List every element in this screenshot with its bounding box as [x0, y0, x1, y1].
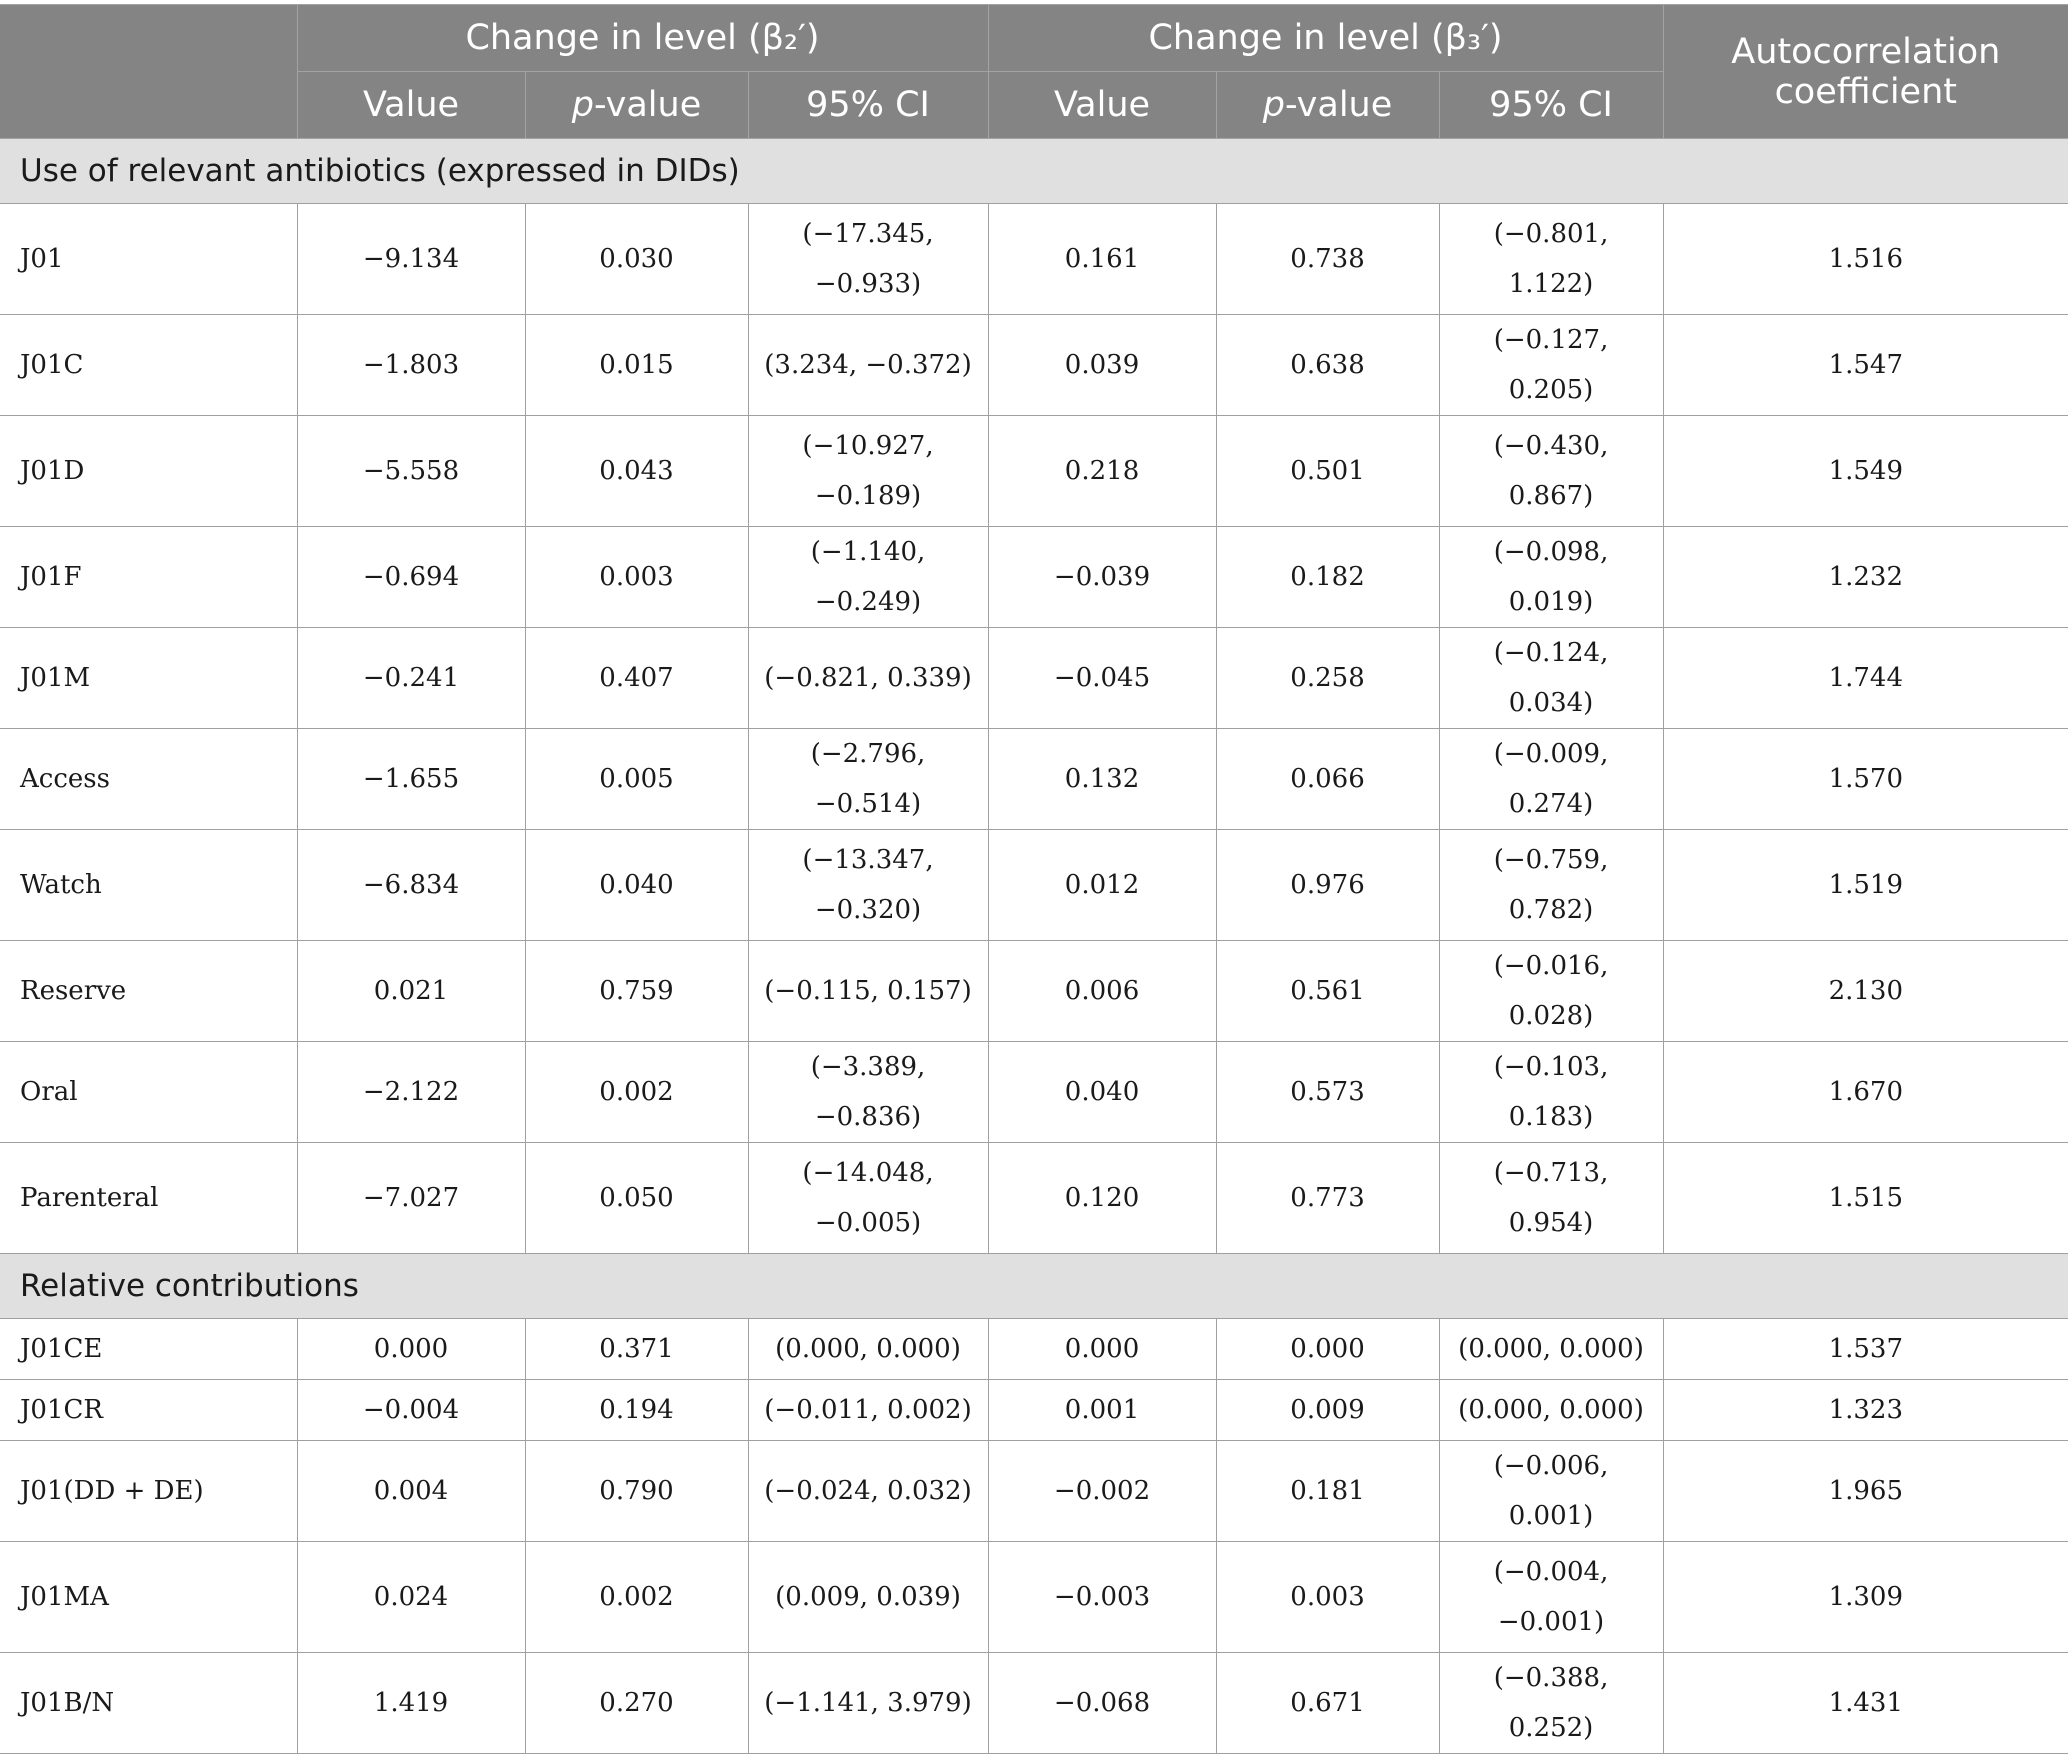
row-label: Parenteral [0, 1143, 297, 1254]
beta3-value-cell: 0.161 [988, 204, 1216, 315]
beta3-value-cell: 0.132 [988, 729, 1216, 830]
header-value-beta2: Value [297, 72, 525, 139]
beta2-pvalue-cell: 0.270 [525, 1653, 748, 1754]
beta3-ci-cell [1439, 729, 1663, 830]
ci-line: (0.000, 0.000) [1458, 1334, 1644, 1364]
table-row [0, 1542, 2068, 1653]
row-label: J01D [0, 416, 297, 527]
ci-line: (0.000, 0.000) [1458, 1395, 1644, 1425]
beta3-value-cell: 0.039 [988, 315, 1216, 416]
table-row [0, 1441, 2068, 1542]
beta2-ci-cell [748, 315, 988, 416]
ci-line: (0.009, 0.039) [775, 1582, 961, 1612]
ci-line: (−0.004, [1493, 1557, 1609, 1587]
row-label: J01MA [0, 1542, 297, 1653]
beta2-ci-cell [748, 1042, 988, 1143]
beta2-pvalue-cell: 0.003 [525, 527, 748, 628]
table-row [0, 1653, 2068, 1754]
beta3-pvalue-cell: 0.573 [1216, 1042, 1439, 1143]
ci-line: (−0.713, 0.954) [1493, 1158, 1609, 1238]
beta3-ci-cell [1439, 416, 1663, 527]
beta2-value-cell: −0.004 [297, 1380, 525, 1441]
beta3-pvalue-cell: 0.003 [1216, 1542, 1439, 1653]
autocorrelation-cell: 1.323 [1663, 1380, 2068, 1441]
beta3-ci-cell [1439, 527, 1663, 628]
table-row [0, 204, 2068, 315]
beta3-value-cell: 0.001 [988, 1380, 1216, 1441]
beta2-pvalue-cell: 0.005 [525, 729, 748, 830]
section-row [0, 1254, 2068, 1319]
beta3-ci-cell-text [1448, 1042, 1655, 1142]
results-table [0, 4, 2068, 1754]
ci-line: −0.933) [814, 269, 922, 299]
beta2-pvalue-cell: 0.371 [525, 1319, 748, 1380]
beta3-pvalue-cell: 0.638 [1216, 315, 1439, 416]
table-row [0, 941, 2068, 1042]
table-body [0, 139, 2068, 1754]
beta3-pvalue-cell: 0.009 [1216, 1380, 1439, 1441]
row-label: Access [0, 729, 297, 830]
beta2-ci-cell-text [757, 1042, 980, 1142]
ci-line: (−0.124, 0.034) [1493, 638, 1609, 718]
beta2-value-cell: 0.004 [297, 1441, 525, 1542]
beta2-ci-cell [748, 527, 988, 628]
ci-line: (−0.016, 0.028) [1493, 951, 1609, 1031]
beta3-value-cell: 0.012 [988, 830, 1216, 941]
row-label: Watch [0, 830, 297, 941]
header-ci-beta3: 95% CI [1439, 72, 1663, 139]
beta3-value-cell: −0.045 [988, 628, 1216, 729]
beta2-value-cell: 1.419 [297, 1653, 525, 1754]
beta3-value-cell: −0.068 [988, 1653, 1216, 1754]
header-pvalue-beta3 [1216, 72, 1439, 139]
autocorrelation-cell: 1.537 [1663, 1319, 2068, 1380]
header-autocorrelation: Autocorrelation coefficient [1663, 5, 2068, 139]
beta3-value-cell: 0.006 [988, 941, 1216, 1042]
row-label: J01B/N [0, 1653, 297, 1754]
ci-line: (−1.141, 3.979) [764, 1688, 972, 1718]
autocorrelation-cell: 2.130 [1663, 941, 2068, 1042]
beta2-pvalue-cell: 0.194 [525, 1380, 748, 1441]
beta2-ci-cell-text [764, 1678, 971, 1728]
beta3-ci-cell-text [1448, 628, 1655, 728]
autocorrelation-cell: 1.670 [1663, 1042, 2068, 1143]
beta3-ci-cell-text [1448, 835, 1655, 935]
table-row [0, 830, 2068, 941]
beta3-ci-cell [1439, 1319, 1663, 1380]
beta3-ci-cell-text [1458, 1324, 1644, 1374]
ci-line: (−0.388, 0.252) [1493, 1663, 1609, 1743]
table-row [0, 628, 2068, 729]
beta3-pvalue-cell: 0.501 [1216, 416, 1439, 527]
table-header [0, 5, 2068, 139]
beta2-value-cell: 0.024 [297, 1542, 525, 1653]
beta3-value-cell: −0.002 [988, 1441, 1216, 1542]
beta2-pvalue-cell: 0.040 [525, 830, 748, 941]
table-row [0, 729, 2068, 830]
beta2-ci-cell [748, 204, 988, 315]
ci-line: (−0.024, 0.032) [764, 1476, 972, 1506]
ci-line: (−0.801, 1.122) [1493, 219, 1609, 299]
section-title: Use of relevant antibiotics (expressed in DIDs) [0, 139, 2068, 204]
beta3-ci-cell-text [1448, 1148, 1655, 1248]
beta2-value-cell: −0.241 [297, 628, 525, 729]
autocorrelation-cell: 1.547 [1663, 315, 2068, 416]
beta2-value-cell: −7.027 [297, 1143, 525, 1254]
beta3-ci-cell [1439, 1653, 1663, 1754]
ci-line: (−0.759, 0.782) [1493, 845, 1609, 925]
beta2-ci-cell [748, 1653, 988, 1754]
row-label: J01(DD + DE) [0, 1441, 297, 1542]
beta3-ci-cell [1439, 204, 1663, 315]
beta3-ci-cell-text [1448, 729, 1655, 829]
beta2-value-cell: −1.803 [297, 315, 525, 416]
ci-line: (−17.345, [802, 219, 934, 249]
beta3-ci-cell-text [1448, 941, 1655, 1041]
row-label: J01M [0, 628, 297, 729]
beta3-ci-cell [1439, 1380, 1663, 1441]
beta2-ci-cell [748, 941, 988, 1042]
beta2-ci-cell-text [764, 1466, 971, 1516]
beta3-ci-cell-text [1448, 421, 1655, 521]
beta3-ci-cell-text [1448, 1441, 1655, 1541]
beta2-ci-cell-text [775, 1324, 961, 1374]
ci-line: (−14.048, [802, 1158, 934, 1188]
table-row [0, 527, 2068, 628]
autocorrelation-cell: 1.744 [1663, 628, 2068, 729]
ci-line: (−3.389, −0.836) [810, 1052, 926, 1132]
beta3-ci-cell-text [1448, 527, 1655, 627]
pvalue-suffix: -value [1284, 85, 1393, 125]
beta2-ci-cell [748, 830, 988, 941]
beta3-pvalue-cell: 0.738 [1216, 204, 1439, 315]
beta3-pvalue-cell: 0.000 [1216, 1319, 1439, 1380]
beta3-pvalue-cell: 0.066 [1216, 729, 1439, 830]
beta2-ci-cell-text [802, 209, 933, 309]
beta3-ci-cell-text [1448, 209, 1655, 309]
header-stub-cell [0, 5, 297, 139]
ci-line: −0.189) [814, 481, 922, 511]
beta3-pvalue-cell: 0.182 [1216, 527, 1439, 628]
beta2-ci-cell-text [764, 653, 971, 703]
beta3-value-cell: −0.003 [988, 1542, 1216, 1653]
pvalue-p: p [1262, 85, 1285, 125]
ci-line: (−0.115, 0.157) [764, 976, 972, 1006]
beta3-pvalue-cell: 0.671 [1216, 1653, 1439, 1754]
ci-line: (−0.127, 0.205) [1493, 325, 1609, 405]
ci-line: (−1.140, −0.249) [810, 537, 926, 617]
beta3-pvalue-cell: 0.773 [1216, 1143, 1439, 1254]
table-row [0, 315, 2068, 416]
table-row [0, 416, 2068, 527]
autocorrelation-cell: 1.232 [1663, 527, 2068, 628]
ci-line: (−0.006, 0.001) [1493, 1451, 1609, 1531]
ci-line: (−10.927, [802, 431, 934, 461]
pvalue-suffix: -value [593, 85, 702, 125]
beta2-pvalue-cell: 0.759 [525, 941, 748, 1042]
beta2-ci-cell-text [764, 340, 971, 390]
beta3-pvalue-cell: 0.561 [1216, 941, 1439, 1042]
autocorrelation-cell: 1.515 [1663, 1143, 2068, 1254]
beta2-pvalue-cell: 0.015 [525, 315, 748, 416]
autocorrelation-cell: 1.516 [1663, 204, 2068, 315]
beta2-ci-cell [748, 1441, 988, 1542]
beta3-ci-cell-text [1494, 1547, 1609, 1647]
results-table-container [0, 4, 2068, 1754]
beta2-ci-cell [748, 1319, 988, 1380]
ci-line: (−0.103, 0.183) [1493, 1052, 1609, 1132]
ci-line: −0.001) [1497, 1607, 1605, 1637]
ci-line: (−2.796, −0.514) [810, 739, 926, 819]
ci-line: (−13.347, [802, 845, 934, 875]
row-label: J01C [0, 315, 297, 416]
beta3-ci-cell-text [1458, 1385, 1644, 1435]
beta3-value-cell: −0.039 [988, 527, 1216, 628]
beta2-ci-cell-text [802, 1148, 933, 1248]
beta3-ci-cell-text [1448, 315, 1655, 415]
autocorrelation-cell: 1.431 [1663, 1653, 2068, 1754]
beta2-value-cell: −6.834 [297, 830, 525, 941]
header-ci-beta2: 95% CI [748, 72, 988, 139]
beta2-ci-cell [748, 1380, 988, 1441]
beta2-value-cell: −1.655 [297, 729, 525, 830]
beta2-ci-cell [748, 416, 988, 527]
section-row [0, 139, 2068, 204]
beta2-ci-cell-text [802, 421, 933, 521]
ci-line: (−0.009, 0.274) [1493, 739, 1609, 819]
beta3-ci-cell [1439, 1143, 1663, 1254]
beta3-ci-cell [1439, 315, 1663, 416]
beta2-ci-cell-text [764, 1385, 971, 1435]
beta3-pvalue-cell: 0.976 [1216, 830, 1439, 941]
ci-line: (−0.430, 0.867) [1493, 431, 1609, 511]
beta3-ci-cell [1439, 628, 1663, 729]
beta2-value-cell: −9.134 [297, 204, 525, 315]
beta3-ci-cell [1439, 941, 1663, 1042]
beta3-pvalue-cell: 0.181 [1216, 1441, 1439, 1542]
table-row [0, 1143, 2068, 1254]
header-group-beta2: Change in level (β₂′) [297, 5, 988, 72]
autocorrelation-cell: 1.965 [1663, 1441, 2068, 1542]
beta2-ci-cell-text [757, 729, 980, 829]
beta3-ci-cell [1439, 1542, 1663, 1653]
row-label: J01CR [0, 1380, 297, 1441]
autocorrelation-cell: 1.570 [1663, 729, 2068, 830]
table-row [0, 1042, 2068, 1143]
ci-line: (0.000, 0.000) [775, 1334, 961, 1364]
beta2-pvalue-cell: 0.407 [525, 628, 748, 729]
beta3-ci-cell [1439, 1441, 1663, 1542]
beta2-value-cell: 0.021 [297, 941, 525, 1042]
header-pvalue-beta2 [525, 72, 748, 139]
beta3-value-cell: 0.040 [988, 1042, 1216, 1143]
beta2-value-cell: −5.558 [297, 416, 525, 527]
row-label: Reserve [0, 941, 297, 1042]
ci-line: −0.005) [814, 1208, 922, 1238]
beta2-ci-cell [748, 1143, 988, 1254]
beta2-ci-cell [748, 628, 988, 729]
table-row [0, 1380, 2068, 1441]
ci-line: −0.320) [814, 895, 922, 925]
beta2-pvalue-cell: 0.790 [525, 1441, 748, 1542]
beta2-pvalue-cell: 0.002 [525, 1542, 748, 1653]
beta2-pvalue-cell: 0.043 [525, 416, 748, 527]
beta2-value-cell: −0.694 [297, 527, 525, 628]
beta2-value-cell: −2.122 [297, 1042, 525, 1143]
header-group-beta3: Change in level (β₃′) [988, 5, 1663, 72]
autocorrelation-cell: 1.549 [1663, 416, 2068, 527]
ci-line: (−0.821, 0.339) [764, 663, 972, 693]
beta3-ci-cell [1439, 830, 1663, 941]
autocorrelation-cell: 1.309 [1663, 1542, 2068, 1653]
beta3-value-cell: 0.120 [988, 1143, 1216, 1254]
header-value-beta3: Value [988, 72, 1216, 139]
beta2-pvalue-cell: 0.002 [525, 1042, 748, 1143]
beta3-value-cell: 0.000 [988, 1319, 1216, 1380]
beta2-ci-cell-text [757, 527, 980, 627]
section-title: Relative contributions [0, 1254, 2068, 1319]
ci-line: (3.234, −0.372) [764, 350, 972, 380]
pvalue-p: p [571, 85, 594, 125]
beta3-value-cell: 0.218 [988, 416, 1216, 527]
ci-line: (−0.011, 0.002) [764, 1395, 972, 1425]
row-label: J01CE [0, 1319, 297, 1380]
row-label: Oral [0, 1042, 297, 1143]
beta2-value-cell: 0.000 [297, 1319, 525, 1380]
beta2-pvalue-cell: 0.030 [525, 204, 748, 315]
autocorrelation-cell: 1.519 [1663, 830, 2068, 941]
beta2-pvalue-cell: 0.050 [525, 1143, 748, 1254]
ci-line: (−0.098, 0.019) [1493, 537, 1609, 617]
beta2-ci-cell [748, 1542, 988, 1653]
beta3-pvalue-cell: 0.258 [1216, 628, 1439, 729]
row-label: J01F [0, 527, 297, 628]
beta2-ci-cell-text [764, 966, 971, 1016]
beta2-ci-cell [748, 729, 988, 830]
beta3-ci-cell-text [1448, 1653, 1655, 1753]
beta2-ci-cell-text [775, 1572, 961, 1622]
table-row [0, 1319, 2068, 1380]
beta3-ci-cell [1439, 1042, 1663, 1143]
row-label: J01 [0, 204, 297, 315]
beta2-ci-cell-text [802, 835, 933, 935]
